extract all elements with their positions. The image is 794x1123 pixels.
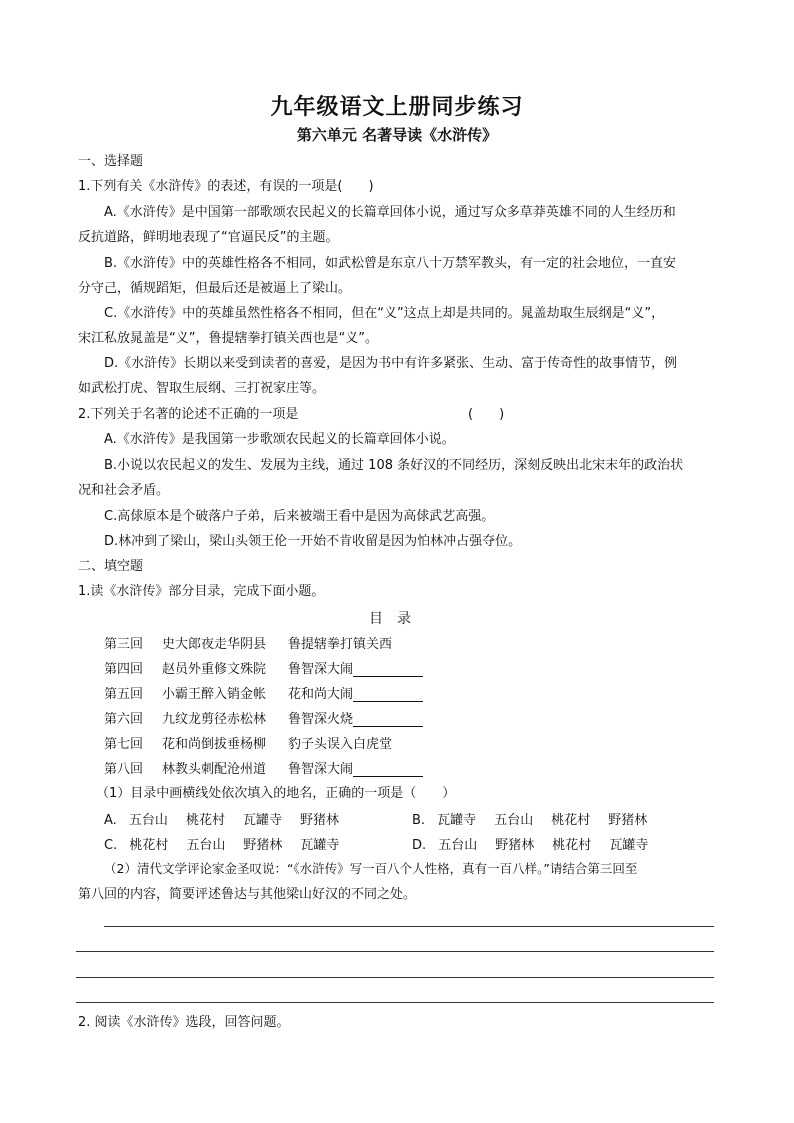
toc-row [104,758,423,777]
fill-in-blank[interactable] [353,687,423,702]
toc-chapter-title-first: 花和尚倒拔垂杨柳 [162,737,267,752]
toc-chapter-title-second: 花和尚大闹 [288,687,354,702]
toc-row [104,708,423,727]
toc-chapter-title-first: 林教头刺配沧州道 [162,762,267,777]
answer-line[interactable] [76,977,714,978]
option-item: A. 五台山 [104,813,168,828]
page-subtitle: 第六单元 名著导读《水浒传》 [296,126,498,144]
fill1-option-c[interactable] [104,834,357,853]
toc-chapter-title-second: 鲁智深火烧 [288,712,354,727]
fill1-sub2-line2: 第八回的内容，简要评述鲁达与其他梁山好汉的不同之处。 [78,887,417,902]
toc-chapter-title-second: 鲁智深大闹 [288,762,354,777]
toc-title: 目录 [369,611,425,627]
fill-in-blank[interactable] [353,712,423,727]
q2-option-b-line1: B.小说以农民起义的发生、发展为主线，通过 108 条好汉的不同经历，深刻反映出北宋末年的政治状 [104,458,684,473]
option-item: 野猪林 [608,813,648,828]
q2-option-a: A.《水浒传》是我国第一步歌颂农民起义的长篇章回体小说。 [104,432,455,447]
option-item: 野猪林 [495,838,535,853]
q2-option-b-line2: 况和社会矛盾。 [78,483,170,498]
section-heading-choice: 一、选择题 [78,154,144,169]
q2-option-d: D.林冲到了梁山，梁山头领王伦一开始不肯收留是因为怕林冲占强夺位。 [104,534,522,549]
fill1-stem: 1.读《水浒传》部分目录，完成下面小题。 [78,584,325,599]
section-heading-fill: 二、填空题 [78,559,144,574]
toc-chapter-title-first: 史大郎夜走华阴县 [162,637,267,652]
option-item: 野猪林 [243,838,283,853]
answer-line[interactable] [104,926,714,927]
option-item: 桃花村 [552,838,592,853]
toc-row [104,683,423,702]
option-item: B. 瓦罐寺 [412,813,477,828]
option-item: 桃花村 [185,813,225,828]
q1-option-b-line1: B.《水浒传》中的英雄性格各不相同，如武松曾是东京八十万禁军教头，有一定的社会地位，一直安 [104,256,677,271]
option-item: 瓦罐寺 [609,838,649,853]
q1-option-c-line1: C.《水浒传》中的英雄虽然性格各不相同，但在“义”这点上却是共同的。晁盖劫取生辰纲是“义”， [104,306,665,321]
toc-chapter-number: 第五回 [104,687,144,702]
fill1-option-b[interactable] [412,809,665,828]
fill1-sub2-line1: （2）清代文学评论家金圣叹说：“《水浒传》写一百八个人性格，真有一百八样。”请结合第三回至 [104,861,638,876]
toc-row [104,658,423,677]
q1-stem: 1.下列有关《水浒传》的表述，有误的一项是( ) [78,179,374,194]
q1-option-b-line2: 分守己，循规蹈矩，但最后还是被逼上了梁山。 [78,281,352,296]
toc-row [104,733,392,752]
q1-option-d-line1: D.《水浒传》长期以来受到读者的喜爱，是因为书中有许多紧张、生动、富于传奇性的故事情节，例 [104,356,678,371]
toc-row [104,633,392,652]
option-item: 五台山 [186,838,226,853]
option-item: 桃花村 [551,813,591,828]
q1-option-c-line2: 宋江私放晁盖是“义”，鲁提辖拳打镇关西也是“义”。 [78,331,378,346]
fill1-option-a[interactable] [104,809,357,828]
option-item: 瓦罐寺 [300,838,340,853]
toc-chapter-number: 第八回 [104,762,144,777]
toc-chapter-number: 第七回 [104,737,144,752]
fill1-option-d[interactable] [412,834,666,853]
page-title: 九年级语文上册同步练习 [270,94,524,120]
toc-chapter-title-second: 鲁智深大闹 [288,662,354,677]
fill-in-blank[interactable] [353,662,423,677]
answer-line[interactable] [76,1002,714,1003]
toc-chapter-number: 第六回 [104,712,144,727]
toc-chapter-title-second: 鲁提辖拳打镇关西 [288,637,393,652]
toc-chapter-number: 第三回 [104,637,144,652]
toc-chapter-title-first: 小霸王醉入销金帐 [162,687,267,702]
q-read-stem: 2. 阅读《水浒传》选段，回答问题。 [78,1015,290,1030]
option-item: 野猪林 [299,813,339,828]
option-item: D. 五台山 [412,838,478,853]
option-item: 五台山 [494,813,534,828]
q2-stem: 2.下列关于名著的论述不正确的一项是 [78,407,299,422]
q1-option-d-line2: 如武松打虎、智取生辰纲、三打祝家庄等。 [78,381,326,396]
option-item: C. 桃花村 [104,838,169,853]
q2-option-c: C.高俅原本是个破落户子弟，后来被端王看中是因为高俅武艺高强。 [104,509,495,524]
toc-chapter-number: 第四回 [104,662,144,677]
toc-chapter-title-first: 赵员外重修文殊院 [162,662,267,677]
fill1-sub1-stem: （1）目录中画横线处依次填入的地名，正确的一项是（ ） [96,786,456,801]
fill-in-blank[interactable] [353,762,423,777]
answer-line[interactable] [76,951,714,952]
q1-option-a-line2: 反抗道路，鲜明地表现了“官逼民反”的主题。 [78,230,339,245]
toc-chapter-title-second: 豹子头误入白虎堂 [288,737,393,752]
q2-answer-paren: ( ) [468,407,505,422]
toc-chapter-title-first: 九纹龙剪径赤松林 [162,712,267,727]
option-item: 瓦罐寺 [242,813,282,828]
q1-option-a-line1: A.《水浒传》是中国第一部歌颂农民起义的长篇章回体小说，通过写众多草莽英雄不同的人生经历和 [104,205,676,220]
